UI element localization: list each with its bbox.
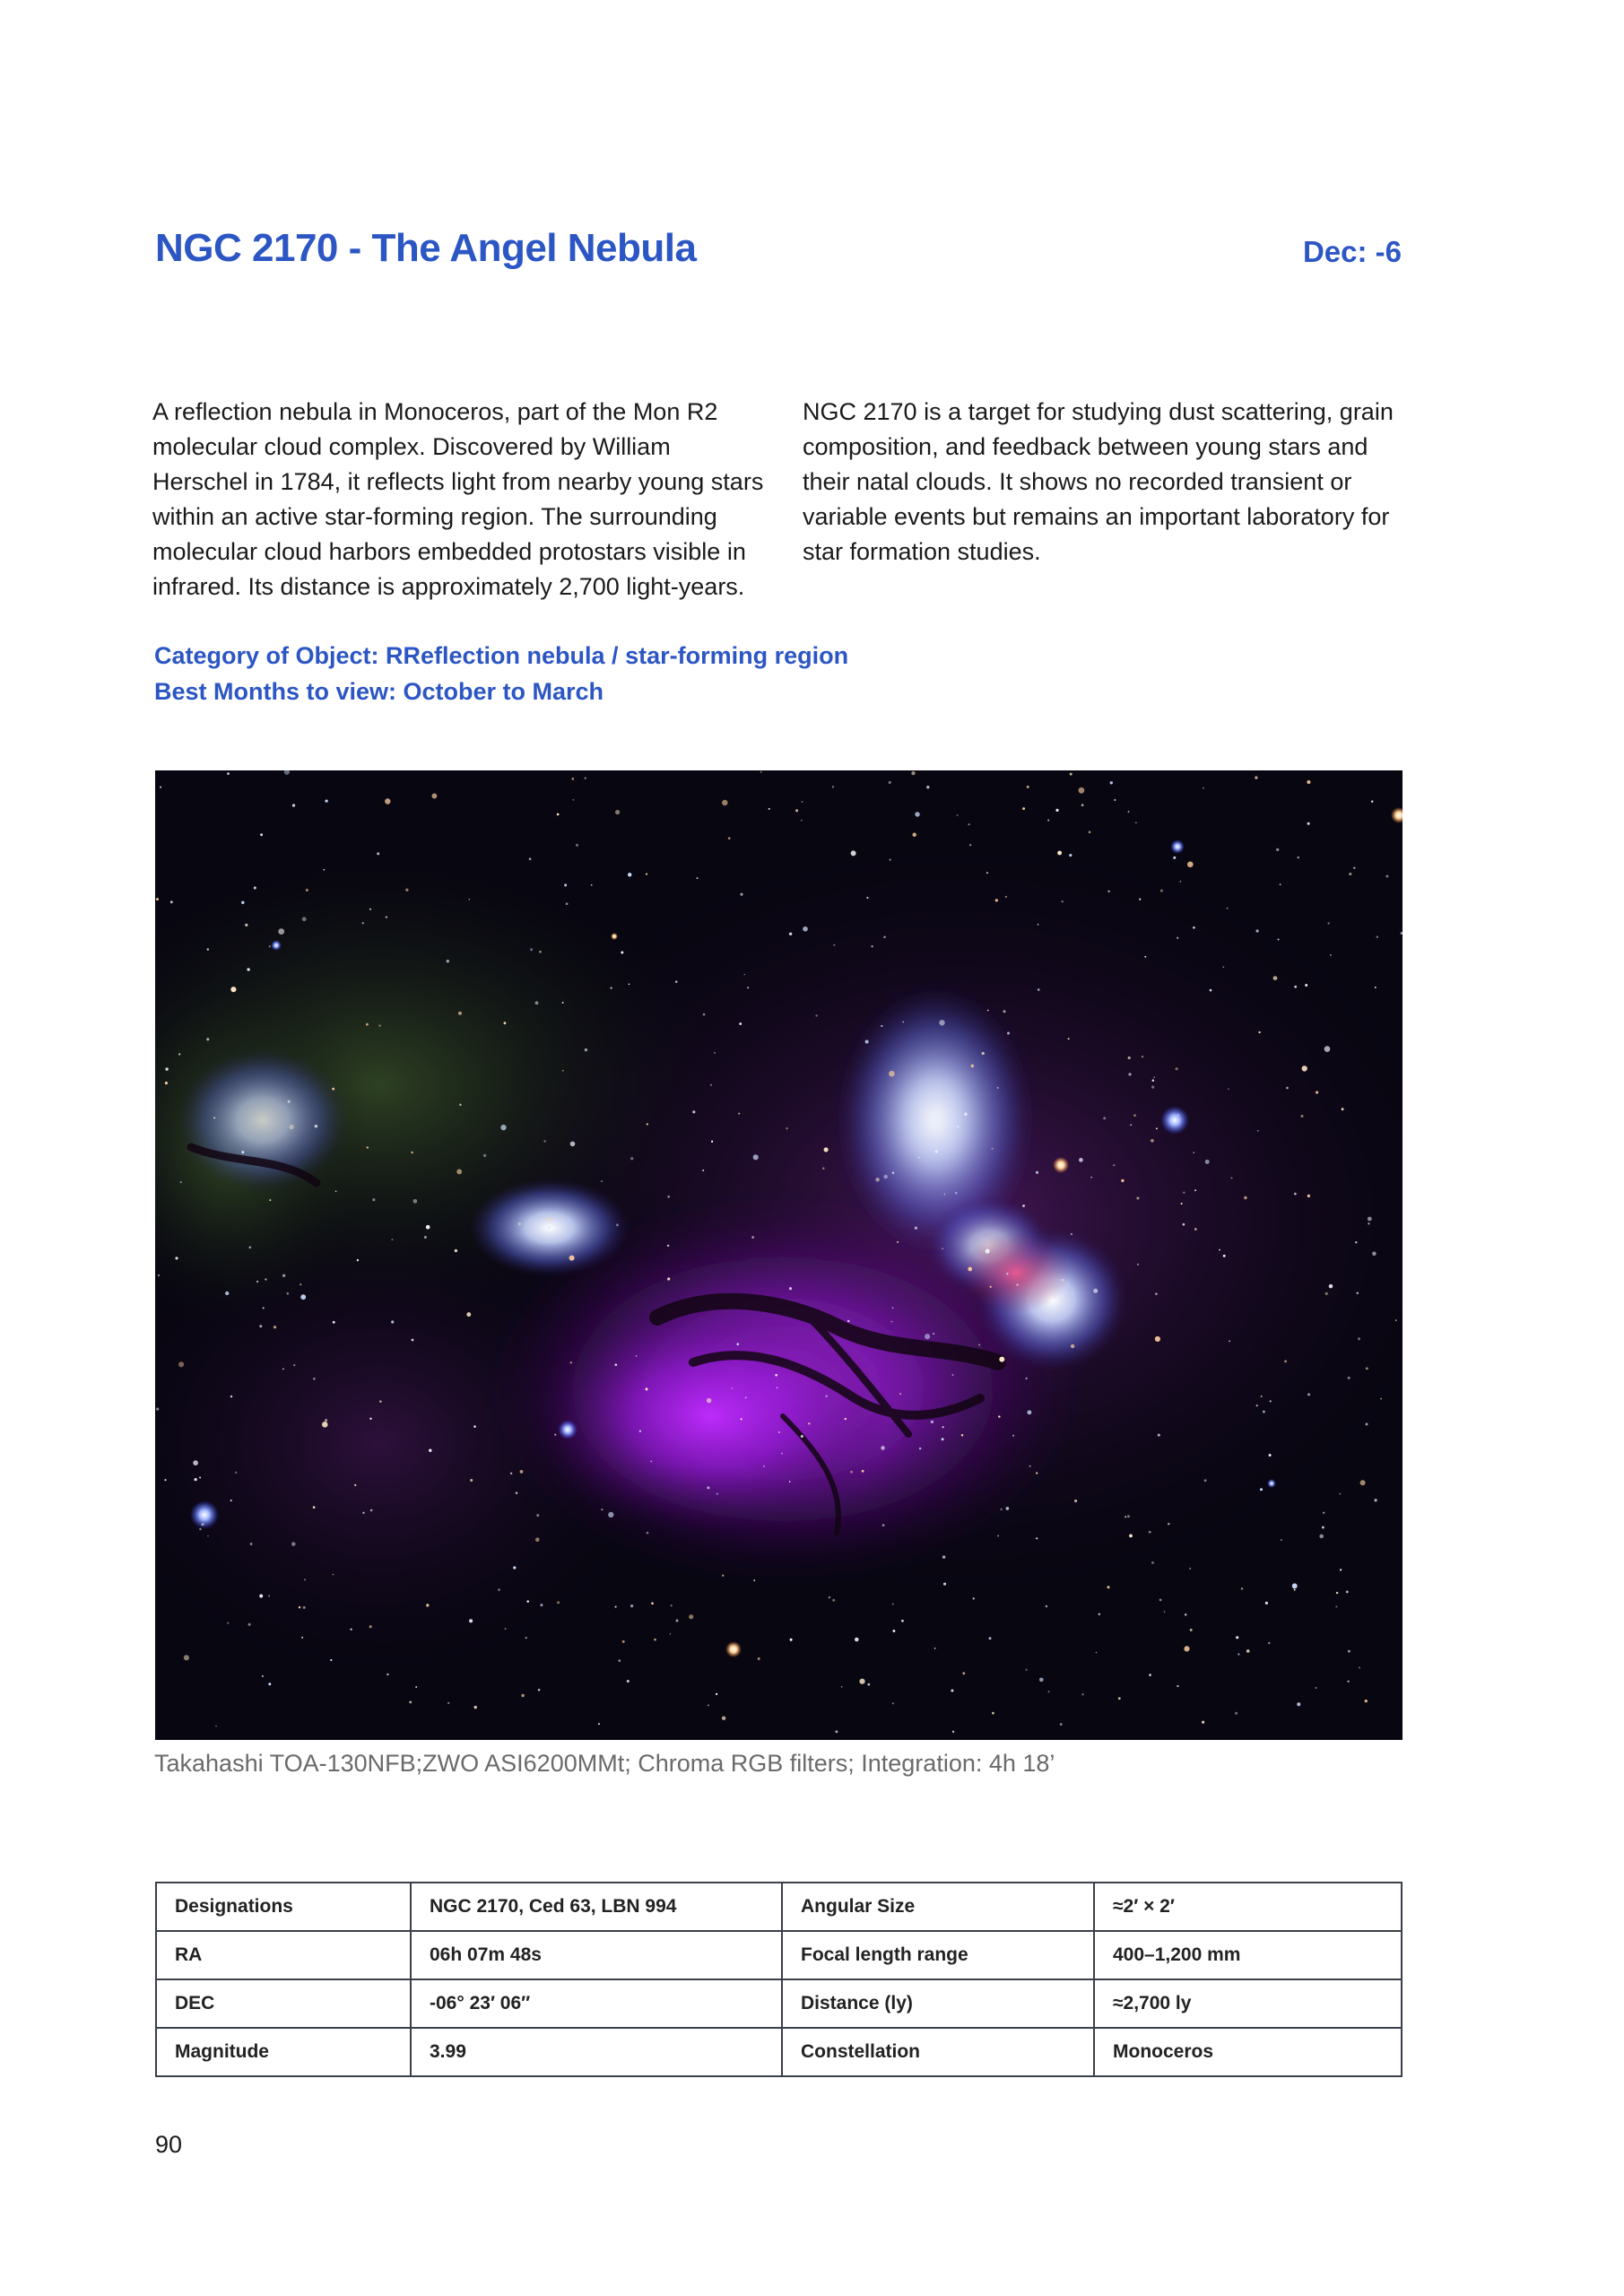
table-cell: ≈2,700 ly	[1094, 1979, 1402, 2028]
table-cell: Distance (ly)	[782, 1979, 1094, 2028]
photo-caption: Takahashi TOA-130NFB;ZWO ASI6200MMt; Chroma RGB filters; Integration: 4h 18’	[154, 1750, 1055, 1777]
table-cell: 3.99	[411, 2028, 782, 2076]
best-months: Best Months to view: October to March	[154, 678, 604, 705]
research-paragraph: NGC 2170 is a target for studying dust scattering, grain composition, and feedback between young stars and their natal clouds. It shows no recorded transient or variable events but remains an important laboratory for star formation studies.	[803, 398, 1394, 565]
table-cell: Constellation	[782, 2028, 1094, 2076]
object-data-table	[155, 1882, 1403, 2077]
table-cell: 400–1,200 mm	[1094, 1931, 1402, 1979]
nebula-photograph	[155, 770, 1403, 1740]
page-number: 90	[155, 2131, 183, 2158]
table-cell: Magnitude	[156, 2028, 411, 2076]
object-category: Category of Object: RReflection nebula / star-forming region	[154, 642, 849, 669]
table-cell: Angular Size	[782, 1883, 1094, 1931]
table-row	[156, 1931, 1402, 1979]
table-cell: -06° 23′ 06″	[411, 1979, 782, 2028]
page-title: NGC 2170 - The Angel Nebula	[155, 226, 697, 270]
table-cell: Focal length range	[782, 1931, 1094, 1979]
table-cell: DEC	[156, 1979, 411, 2028]
table-row	[156, 1979, 1402, 2028]
table-row	[156, 1883, 1402, 1931]
table-cell: 06h 07m 48s	[411, 1931, 782, 1979]
table-cell: Designations	[156, 1883, 411, 1931]
declination-label: Dec: -6	[1302, 235, 1402, 268]
table-cell: RA	[156, 1931, 411, 1979]
table-cell: Monoceros	[1094, 2028, 1402, 2076]
description-paragraph: A reflection nebula in Monoceros, part of the Mon R2 molecular cloud complex. Discovered by William Herschel in 1784, it reflects light from nearby young stars within an active star-forming region. The surrounding molecular cloud harbors embedded protostars visible in infrared. Its distance is approximately 2,700 light-years.	[152, 398, 764, 600]
table-row	[156, 2028, 1402, 2076]
table-cell: NGC 2170, Ced 63, LBN 994	[411, 1883, 782, 1931]
table-cell: ≈2′ × 2′	[1094, 1883, 1402, 1931]
